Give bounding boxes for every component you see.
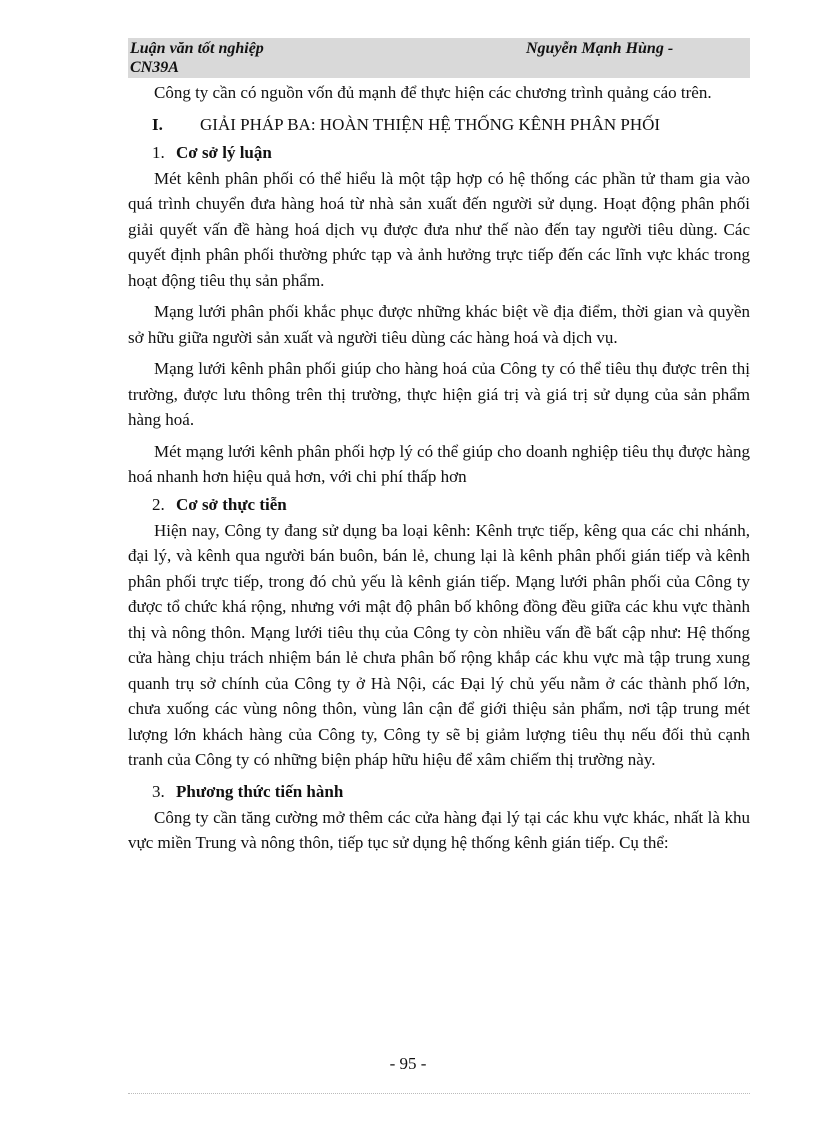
section-title: GIẢI PHÁP BA: HOÀN THIỆN HỆ THỐNG KÊNH PHÂN PHỐI [200,114,661,134]
page-number: - 95 - [389,1054,427,1073]
section-heading [128,112,750,138]
paragraph: Mét kênh phân phối có thể hiểu là một tập hợp có hệ thống các phần tử tham gia vào quá trình chuyển đưa hàng hoá từ nhà sản xuất đến người sử dụng. Hoạt động phân phối giải quyết vấn đề hàng hoá dịch vụ được đưa như thế nào đến tay người tiêu dùng. Các quyết định phân phối thường phức tạp và ảnh hưởng trực tiếp đến các lĩnh vực khác trong hoạt động tiêu thụ sản phẩm. [128,168,750,290]
paragraph: Công ty cần tăng cường mở thêm các cửa hàng đại lý tại các khu vực khác, nhất là khu vực miền Trung và nông thôn, tiếp tục sử dụng hệ thống kênh gián tiếp. Cụ thể: [128,807,750,852]
header-author: Nguyễn Mạnh Hùng - [526,40,674,57]
header-class-code: CN39A [130,59,179,76]
subsection-1-heading [128,140,750,166]
paragraph: Hiện nay, Công ty đang sử dụng ba loại kênh: Kênh trực tiếp, kêng qua các chi nhánh, đại lý, và kênh qua người bán buôn, bán lẻ, chung lại là kênh phân phối gián tiếp và kênh phân phối trực tiếp, trong đó chủ yếu là kênh gián tiếp. Mạng lưới phân phối của Công ty được tổ chức khá rộng, nhưng với mật độ phân bố không đồng đều giữa các khu vực thành thị và nông thôn. Mạng lưới tiêu thụ của Công ty còn nhiều vấn đề bất cập như: Hệ thống cửa hàng chịu trách nhiệm bán lẻ chưa phân bố rộng khắp các khu vực mà tập trung xung quanh trụ sở chính của Công ty ở Hà Nội, các Đại lý chủ yếu nằm ở các thành phố lớn, chưa xuống các vùng nông thôn, vùng lân cận để giới thiệu sản phẩm, nơi tập trung mét lượng lớn khách hàng của Công ty, Công ty sẽ bị giảm lượng tiêu thụ nếu đối thủ cạnh tranh của Công ty có những biện pháp hữu hiệu để xâm chiếm thị trường này. [128,520,750,769]
footer-divider [128,1093,750,1095]
subsection-3-title: Phương thức tiến hành [176,781,344,801]
subsection-3-number: 3. [152,781,165,801]
intro-paragraph: Công ty cần có nguồn vốn đủ mạnh để thực hiện các chương trình quảng cáo trên. [154,83,712,102]
page-header [128,38,750,78]
subsection-2-heading [128,492,750,518]
subsection-1-title: Cơ sở lý luận [176,142,272,162]
paragraph: Mạng lưới phân phối khắc phục được những khác biệt về địa điểm, thời gian và quyền sở hữu giữa người sản xuất và người tiêu dùng các hàng hoá và dịch vụ. [128,302,750,347]
header-thesis-label: Luận văn tốt nghiệp [130,40,264,57]
subsection-2-title: Cơ sở thực tiễn [176,494,287,514]
subsection-2-number: 2. [152,494,165,514]
section-number: I. [152,114,163,134]
paragraph: Mét mạng lưới kênh phân phối hợp lý có thể giúp cho doanh nghiệp tiêu thụ được hàng hoá nhanh hơn hiệu quả hơn, với chi phí thấp hơn [128,441,750,486]
paragraph: Mạng lưới kênh phân phối giúp cho hàng hoá của Công ty có thể tiêu thụ được trên thị trường, được lưu thông trên thị trường, thực hiện giá trị và giá trị sử dụng của sản phẩm hàng hoá. [128,359,750,429]
subsection-1-number: 1. [152,142,165,162]
page-body [128,80,750,856]
subsection-3-heading [128,779,750,805]
